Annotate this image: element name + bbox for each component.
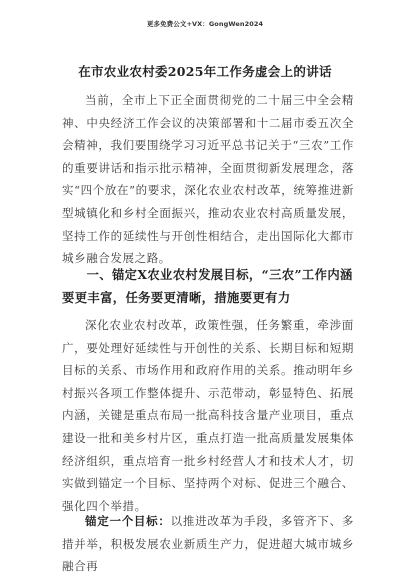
paragraph-body-text: 以推进改革为手段，多管齐下、多措并举，积极发展农业新质生产力，促进超大城市城乡融合再 [62,514,355,574]
document-title: 在市农业农村委2025年工作务虚会上的讲话 [78,64,332,79]
paragraph-lead-label: 锚定一个目标： [85,514,171,528]
body-paragraph-2: 深化农业农村改革，政策性强，任务繁重，牵涉面广，要处理好延续性与开创性的关系、长期目标和短期目标的关系、市场作用和政府作用的关系。推动明年乡村振兴各项工作整体提升、示范带动，彰显特色、拓展内涵，关键是重点布局一批高科技含量产业项目，重点建设一批和美乡村片区，重点打造一批高质量发展集体经济组织，重点培育一批乡村经营人才和技术人才，切实做到锚定一个目标、坚持两个对标、促进三个融合、强化四个举措。 [62,318,354,513]
section-heading-1: 一、锚定X农业农村发展目标，“三农”工作内涵要更丰富，任务要更清晰，措施要更有力 [62,267,353,305]
body-paragraph-3 [62,510,354,578]
top-banner: 更多免费公文+VX：GongWen2024 [146,20,264,28]
intro-paragraph: 当前，全市上下正全面贯彻党的二十届三中全会精神、中央经济工作会议的决策部署和十二届市委五次全会精神，我们要围绕学习习近平总书记关于“三农”工作的重要讲话和指示批示精神，全面贯彻新发展理念，落实“四个放在”的要求，深化农业农村改革，统筹推进新型城镇化和乡村全面振兴，推动农业农村高质量发展，坚持工作的延续性与开创性相结合，走出国际化大都市城乡融合发展之路。 [62,93,354,266]
